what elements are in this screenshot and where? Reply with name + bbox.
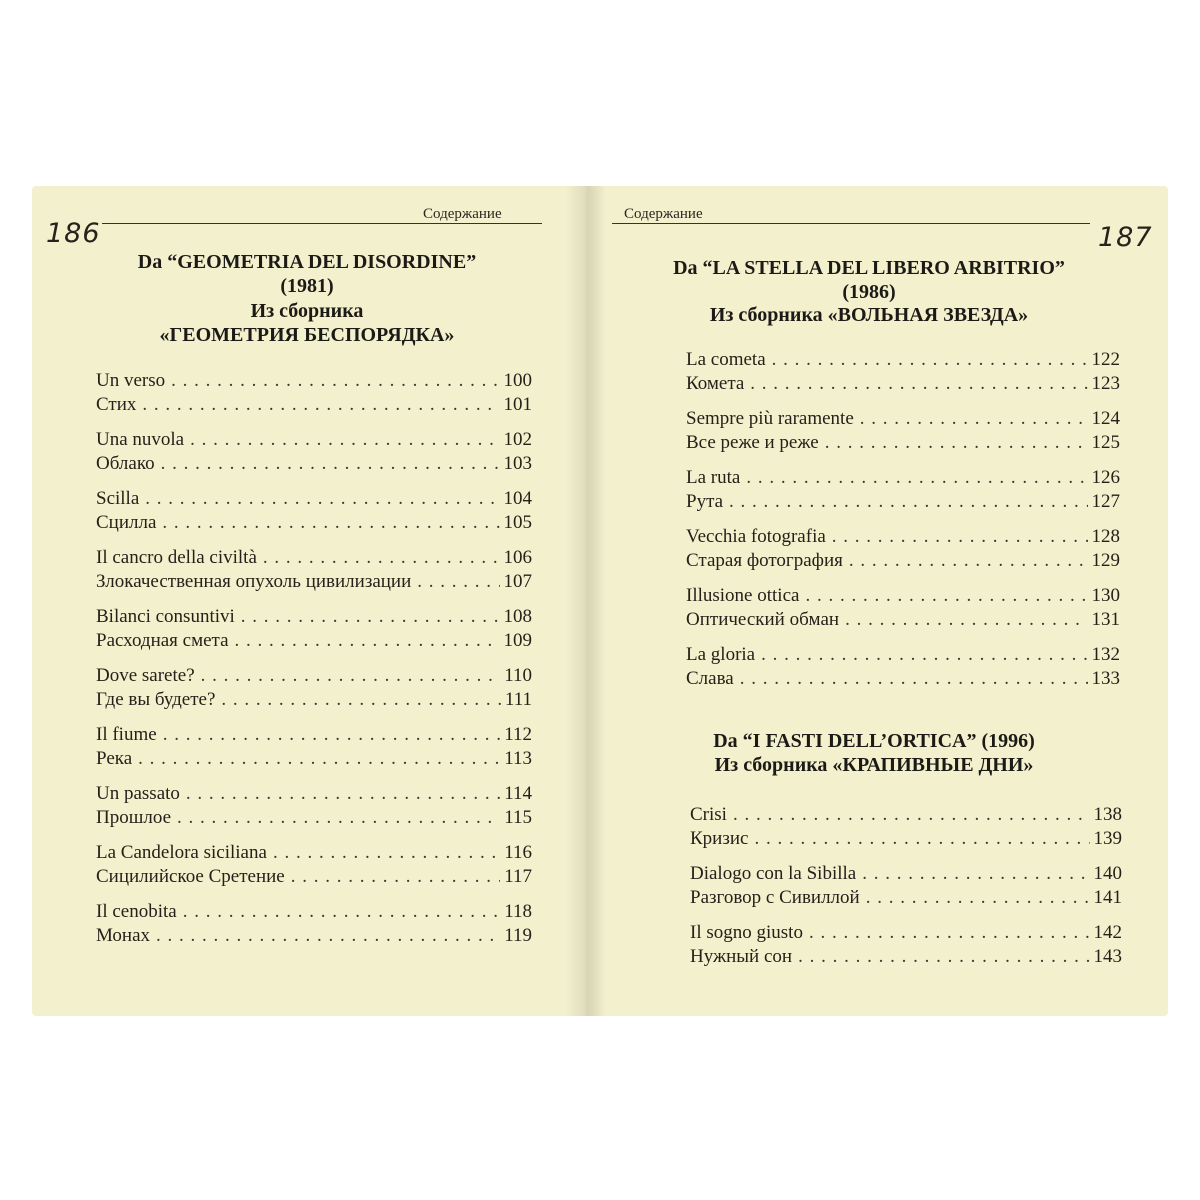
- toc-entry: [686, 348, 1120, 372]
- section-heading-italian: Da “I FASTI DELL’ORTICA” (1996): [713, 730, 1035, 752]
- toc-entry-page-number: 106: [503, 547, 532, 568]
- toc-entry-page-number: 123: [1091, 373, 1120, 394]
- toc-entry-title: Нужный сон: [690, 946, 793, 967]
- dot-leader: [761, 643, 1087, 667]
- toc-entry: [96, 865, 532, 889]
- dot-leader: [805, 584, 1087, 608]
- toc-entry: [96, 924, 532, 948]
- toc-entry-title: Злокачественная опухоль цивилизации: [96, 571, 412, 592]
- toc-entry-title: Комета: [686, 373, 745, 394]
- toc-entry-page-number: 138: [1093, 804, 1122, 825]
- toc-entry-title: Dialogo con la Sibilla: [690, 863, 857, 884]
- dot-leader: [746, 466, 1087, 490]
- dot-leader: [809, 921, 1090, 945]
- toc-entry-page-number: 112: [504, 724, 532, 745]
- toc-entry-title: Разговор с Сивиллой: [690, 887, 860, 908]
- toc-entry-page-number: 143: [1093, 946, 1122, 967]
- toc-entry-page-number: 129: [1091, 550, 1120, 571]
- dot-leader: [161, 452, 500, 476]
- toc-entry: [686, 407, 1120, 431]
- toc-entry-title: Il cenobita: [96, 901, 177, 922]
- dot-leader: [221, 688, 500, 712]
- toc-entry-title: Оптический обман: [686, 609, 840, 630]
- toc-entry-page-number: 133: [1091, 668, 1120, 689]
- toc-entry: [686, 466, 1120, 490]
- toc-entry-title: Все реже и реже: [686, 432, 819, 453]
- toc-entry-title: Sempre più raramente: [686, 408, 854, 429]
- toc-entry-title: Прошлое: [96, 807, 171, 828]
- toc-entry-page-number: 109: [503, 630, 532, 651]
- toc-entry: [690, 886, 1122, 910]
- toc-entry: [686, 608, 1120, 632]
- dot-leader: [740, 667, 1088, 691]
- toc-entry-title: Слава: [686, 668, 734, 689]
- toc-entry-title: Crisi: [690, 804, 727, 825]
- toc-entry-title: Монах: [96, 925, 151, 946]
- toc-entry-page-number: 122: [1091, 349, 1120, 370]
- toc-entry-page-number: 113: [504, 748, 532, 769]
- toc-entry-title: Il fiume: [96, 724, 157, 745]
- toc-entry: [686, 525, 1120, 549]
- section-heading-russian-title: «ГЕОМЕТРИЯ БЕСПОРЯДКА»: [159, 324, 455, 346]
- toc-entry: [690, 827, 1122, 851]
- section-heading-italian: Da “LA STELLA DEL LIBERO ARBITRIO”: [673, 257, 1065, 279]
- toc-entry: [690, 945, 1122, 969]
- toc-entry-title: Illusione ottica: [686, 585, 800, 606]
- toc-entry-title: Кризис: [690, 828, 749, 849]
- toc-entry-page-number: 100: [503, 370, 532, 391]
- dot-leader: [171, 369, 499, 393]
- toc-entry: [96, 605, 532, 629]
- toc-entry: [686, 643, 1120, 667]
- toc-entry: [96, 452, 532, 476]
- page-number: 187: [1098, 222, 1153, 253]
- dot-leader: [417, 570, 499, 594]
- dot-leader: [263, 546, 500, 570]
- running-head: Содержание: [624, 206, 703, 222]
- dot-leader: [162, 511, 499, 535]
- toc-entry-page-number: 131: [1091, 609, 1120, 630]
- toc-entry-title: Scilla: [96, 488, 140, 509]
- toc-entry-page-number: 116: [504, 842, 532, 863]
- toc-entry: [96, 570, 532, 594]
- section-heading-italian: Da “GEOMETRIA DEL DISORDINE”: [137, 251, 477, 273]
- dot-leader: [186, 782, 500, 806]
- dot-leader: [798, 945, 1089, 969]
- toc-entry-title: Где вы будете?: [96, 689, 216, 710]
- toc-entry-title: Старая фотография: [686, 550, 843, 571]
- page-number: 186: [46, 218, 101, 249]
- header-rule: [612, 223, 1090, 224]
- toc-entry-title: La gloria: [686, 644, 756, 665]
- toc-entry: [686, 431, 1120, 455]
- toc-entry: [96, 511, 532, 535]
- toc-entry-title: Рута: [686, 491, 724, 512]
- toc-entry-page-number: 118: [504, 901, 532, 922]
- dot-leader: [235, 629, 500, 653]
- toc-entry-page-number: 111: [504, 689, 532, 710]
- toc-entry-page-number: 108: [503, 606, 532, 627]
- right-page: [584, 186, 1168, 1016]
- dot-leader: [190, 428, 499, 452]
- section-heading-year: (1986): [842, 281, 896, 303]
- dot-leader: [145, 487, 499, 511]
- toc-entry: [96, 806, 532, 830]
- toc-entry: [690, 803, 1122, 827]
- toc-entry-title: Стих: [96, 394, 137, 415]
- toc-entry-page-number: 128: [1091, 526, 1120, 547]
- dot-leader: [862, 862, 1089, 886]
- toc-entry-title: Сцилла: [96, 512, 157, 533]
- dot-leader: [832, 525, 1088, 549]
- toc-entry-page-number: 139: [1093, 828, 1122, 849]
- dot-leader: [772, 348, 1088, 372]
- toc-entry: [96, 841, 532, 865]
- dot-leader: [156, 924, 500, 948]
- toc-entry-page-number: 142: [1093, 922, 1122, 943]
- toc-entry: [96, 428, 532, 452]
- toc-entry-title: Il sogno giusto: [690, 922, 803, 943]
- dot-leader: [733, 803, 1090, 827]
- section-heading-year: (1981): [280, 275, 334, 297]
- toc-entry: [96, 688, 532, 712]
- toc-entry: [96, 629, 532, 653]
- toc-entry-page-number: 110: [504, 665, 532, 686]
- dot-leader: [273, 841, 500, 865]
- toc-entry: [686, 549, 1120, 573]
- dot-leader: [142, 393, 499, 417]
- toc-entry: [96, 369, 532, 393]
- toc-entry-title: Облако: [96, 453, 155, 474]
- dot-leader: [849, 549, 1088, 573]
- toc-entry-page-number: 124: [1091, 408, 1120, 429]
- dot-leader: [825, 431, 1088, 455]
- toc-entry-page-number: 119: [504, 925, 532, 946]
- toc-entry-title: Una nuvola: [96, 429, 185, 450]
- dot-leader: [201, 664, 501, 688]
- toc-entry-page-number: 114: [504, 783, 532, 804]
- toc-entry-title: La Candelora siciliana: [96, 842, 267, 863]
- toc-entry-page-number: 141: [1093, 887, 1122, 908]
- dot-leader: [138, 747, 500, 771]
- toc-entry: [686, 372, 1120, 396]
- toc-entry: [690, 862, 1122, 886]
- toc-entry-title: La cometa: [686, 349, 766, 370]
- dot-leader: [177, 806, 500, 830]
- toc-entry-title: Сицилийское Сретение: [96, 866, 285, 887]
- toc-entry-page-number: 117: [504, 866, 532, 887]
- toc-entry: [96, 664, 532, 688]
- dot-leader: [183, 900, 500, 924]
- toc-entry-title: Dove sarete?: [96, 665, 195, 686]
- toc-entry: [96, 546, 532, 570]
- toc-entry-page-number: 101: [503, 394, 532, 415]
- toc-entry: [96, 393, 532, 417]
- header-rule: [102, 223, 542, 224]
- dot-leader: [291, 865, 500, 889]
- section-heading-russian-title: Из сборника «КРАПИВНЫЕ ДНИ»: [714, 754, 1034, 776]
- toc-entry: [96, 782, 532, 806]
- left-page: [32, 186, 584, 1016]
- toc-entry: [96, 747, 532, 771]
- running-head: Содержание: [423, 206, 502, 222]
- toc-entry-page-number: 140: [1093, 863, 1122, 884]
- dot-leader: [729, 490, 1087, 514]
- dot-leader: [845, 608, 1087, 632]
- toc-entry-title: Bilanci consuntivi: [96, 606, 235, 627]
- dot-leader: [754, 827, 1089, 851]
- toc-entry-page-number: 105: [503, 512, 532, 533]
- toc-entry-title: Un verso: [96, 370, 166, 391]
- toc-entry: [686, 667, 1120, 691]
- toc-entry-page-number: 132: [1091, 644, 1120, 665]
- toc-entry: [96, 900, 532, 924]
- toc-entry-title: La ruta: [686, 467, 741, 488]
- toc-entry-page-number: 127: [1091, 491, 1120, 512]
- toc-entry: [96, 487, 532, 511]
- dot-leader: [866, 886, 1090, 910]
- section-heading-russian-label: Из сборника: [250, 300, 364, 322]
- toc-entry-title: Un passato: [96, 783, 180, 804]
- dot-leader: [241, 605, 500, 629]
- dot-leader: [750, 372, 1087, 396]
- book-gutter: [566, 186, 606, 1016]
- toc-entry-page-number: 103: [503, 453, 532, 474]
- toc-entry-page-number: 130: [1091, 585, 1120, 606]
- dot-leader: [163, 723, 501, 747]
- toc-entry: [96, 723, 532, 747]
- toc-entry-title: Река: [96, 748, 133, 769]
- toc-entry-page-number: 126: [1091, 467, 1120, 488]
- toc-entry-page-number: 115: [504, 807, 532, 828]
- toc-entry-page-number: 104: [503, 488, 532, 509]
- toc-entry-title: Il cancro della civiltà: [96, 547, 257, 568]
- toc-entry: [686, 584, 1120, 608]
- toc-entry: [686, 490, 1120, 514]
- toc-entry-title: Расходная смета: [96, 630, 229, 651]
- toc-entry: [690, 921, 1122, 945]
- toc-entry-title: Vecchia fotografia: [686, 526, 826, 547]
- toc-entry-page-number: 102: [503, 429, 532, 450]
- toc-entry-page-number: 107: [503, 571, 532, 592]
- section-heading-russian-title: Из сборника «ВОЛЬНАЯ ЗВЕЗДА»: [709, 304, 1029, 326]
- dot-leader: [860, 407, 1088, 431]
- open-book: [32, 186, 1168, 1016]
- toc-entry-page-number: 125: [1091, 432, 1120, 453]
